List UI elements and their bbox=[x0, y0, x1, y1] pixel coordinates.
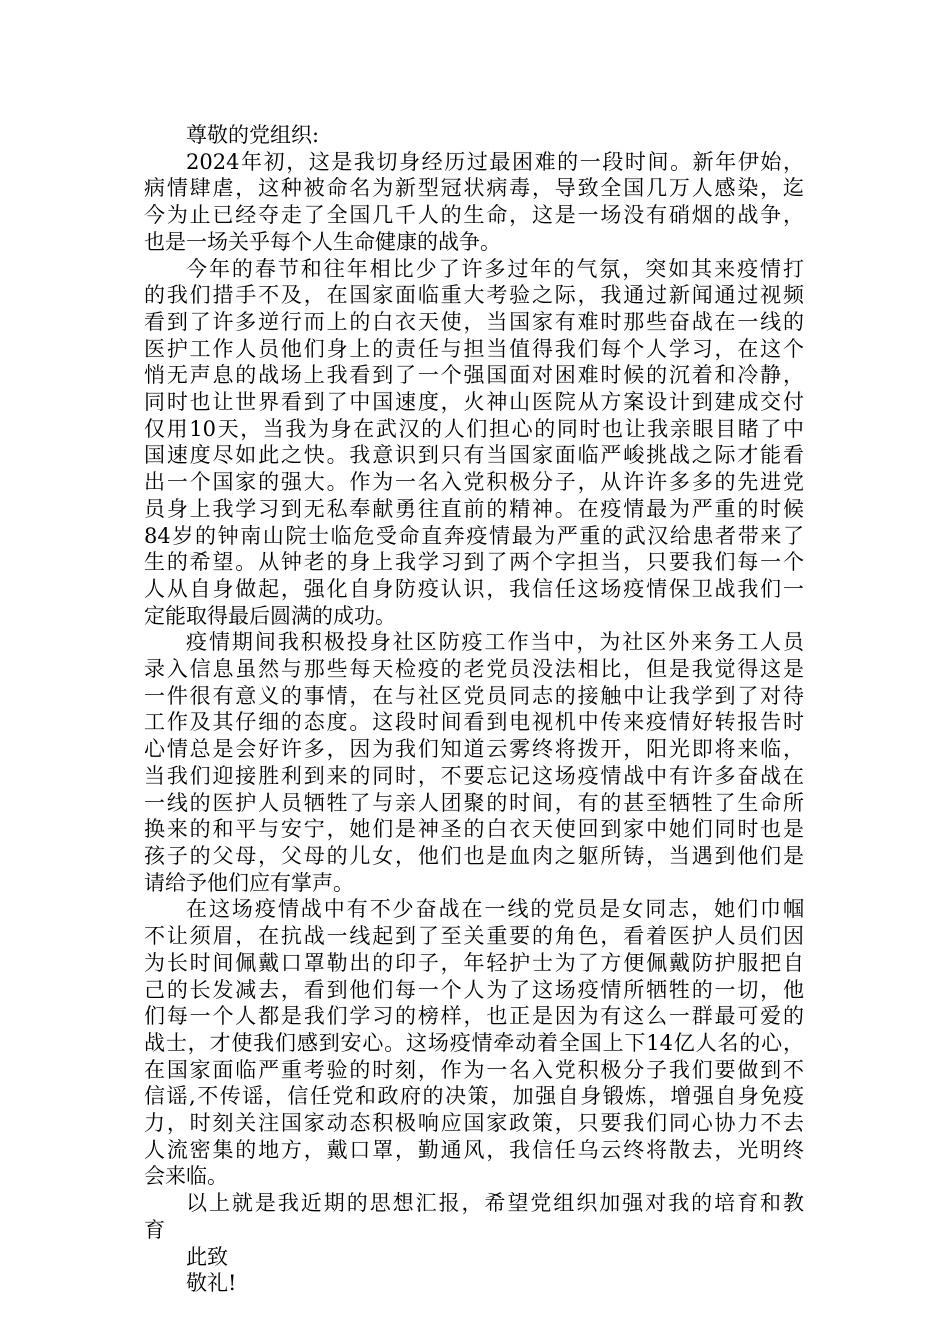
text-line: 工作及其仔细的态度。这段时间看到电视机中传来疫情好转报告时 bbox=[144, 710, 804, 735]
text-line: 今为止已经夺走了全国几千人的生命，这是一场没有硝烟的战争， bbox=[144, 203, 804, 228]
paragraph-3 bbox=[144, 629, 804, 896]
text-line: 疫情期间我积极投身社区防疫工作当中，为社区外来务工人员 bbox=[186, 630, 804, 655]
text-line: 仅用10天，当我为身在武汉的人们担心的同时也让我亲眼目睹了中 bbox=[144, 416, 804, 441]
text-line: 也是一场关乎每个人生命健康的战争。 bbox=[144, 229, 501, 254]
paragraph-5 bbox=[144, 1190, 804, 1243]
text-line: 己的长发减去，看到他们每一个人为了这场疫情所牺牲的一切，他 bbox=[144, 977, 804, 1002]
text-line: 今年的春节和往年相比少了许多过年的气氛，突如其来疫情打 bbox=[186, 256, 804, 281]
letter-body bbox=[144, 122, 804, 1297]
text-line: 生的希望。从钟老的身上我学习到了两个字担当，只要我们每一个 bbox=[144, 550, 804, 575]
text-line: 会来临。 bbox=[144, 1164, 228, 1189]
text-line: 孩子的父母，父母的儿女，他们也是血肉之躯所铸，当遇到他们是 bbox=[144, 843, 804, 868]
text-line: 医护工作人员他们身上的责任与担当值得我们每个人学习，在这个 bbox=[144, 336, 804, 361]
text-line: 病情肆虐，这种被命名为新型冠状病毒，导致全国几万人感染，迄 bbox=[144, 176, 804, 201]
text-line: 84岁的钟南山院士临危受命直奔疫情最为严重的武汉给患者带来了 bbox=[144, 523, 804, 548]
text-line: 一线的医护人员牺牲了与亲人团聚的时间，有的甚至牺牲了生命所 bbox=[144, 790, 804, 815]
text-line: 员身上我学习到无私奉献勇往直前的精神。在疫情最为严重的时候 bbox=[144, 496, 804, 521]
text-line: 同时也让世界看到了中国速度，火神山医院从方案设计到建成交付 bbox=[144, 390, 804, 415]
text-line: 当我们迎接胜利到来的同时，不要忘记这场疫情战中有许多奋战在 bbox=[144, 763, 804, 788]
text-line: 们每一个人都是我们学习的榜样，也正是因为有这么一群最可爱的 bbox=[144, 1004, 804, 1029]
text-line: 在国家面临严重考验的时刻，作为一名入党积极分子我们要做到不 bbox=[144, 1057, 804, 1082]
text-line: 人流密集的地方，戴口罩，勤通风，我信任乌云终将散去，光明终 bbox=[144, 1137, 804, 1162]
text-line: 在这场疫情战中有不少奋战在一线的党员是女同志，她们巾帼 bbox=[186, 897, 804, 922]
text-line: 育 bbox=[144, 1217, 165, 1242]
text-line: 人从自身做起，强化自身防疫认识，我信任这场疫情保卫战我们一 bbox=[144, 576, 804, 601]
paragraph-1 bbox=[144, 149, 804, 256]
text-line: 为长时间佩戴口罩勒出的印子，年轻护士为了方便佩戴防护服把自 bbox=[144, 950, 804, 975]
paragraph-2 bbox=[144, 256, 804, 630]
text-line: 换来的和平与安宁，她们是神圣的白衣天使回到家中她们同时也是 bbox=[144, 817, 804, 842]
text-line: 请给予他们应有掌声。 bbox=[144, 870, 354, 895]
text-line: 看到了许多逆行而上的白衣天使，当国家有难时那些奋战在一线的 bbox=[144, 309, 804, 334]
paragraph-4 bbox=[144, 896, 804, 1190]
text-line: 录入信息虽然与那些每天检疫的老党员没法相比，但是我觉得这是 bbox=[144, 657, 804, 682]
closing-regards: 敬礼! bbox=[186, 1271, 237, 1296]
text-line: 出一个国家的强大。作为一名入党积极分子，从许许多多的先进党 bbox=[144, 470, 804, 495]
salutation: 尊敬的党组织: bbox=[186, 123, 320, 147]
text-line: 战士，才使我们感到安心。这场疫情牵动着全国上下14亿人名的心， bbox=[144, 1030, 804, 1055]
text-line: 信谣,不传谣，信任党和政府的决策，加强自身锻炼，增强自身免疫 bbox=[144, 1084, 804, 1109]
closing-salute: 此致 bbox=[186, 1244, 228, 1269]
text-line: 力，时刻关注国家动态积极响应国家政策，只要我们同心协力不去 bbox=[144, 1111, 804, 1136]
text-line: 心情总是会好许多，因为我们知道云雾终将拨开，阳光即将来临， bbox=[144, 737, 804, 762]
text-line: 悄无声息的战场上我看到了一个强国面对困难时候的沉着和冷静， bbox=[144, 363, 804, 388]
text-line: 国速度尽如此之快。我意识到只有当国家面临严峻挑战之际才能看 bbox=[144, 443, 804, 468]
text-line: 定能取得最后圆满的成功。 bbox=[144, 603, 396, 628]
text-line: 一件很有意义的事情，在与社区党员同志的接触中让我学到了对待 bbox=[144, 683, 804, 708]
text-line: 以上就是我近期的思想汇报，希望党组织加强对我的培育和教 bbox=[186, 1191, 804, 1216]
text-line: 不让须眉，在抗战一线起到了至关重要的角色，看着医护人员们因 bbox=[144, 924, 804, 949]
text-line: 2024年初，这是我切身经历过最困难的一段时间。新年伊始， bbox=[186, 149, 804, 174]
text-line: 的我们措手不及，在国家面临重大考验之际，我通过新闻通过视频 bbox=[144, 283, 804, 308]
